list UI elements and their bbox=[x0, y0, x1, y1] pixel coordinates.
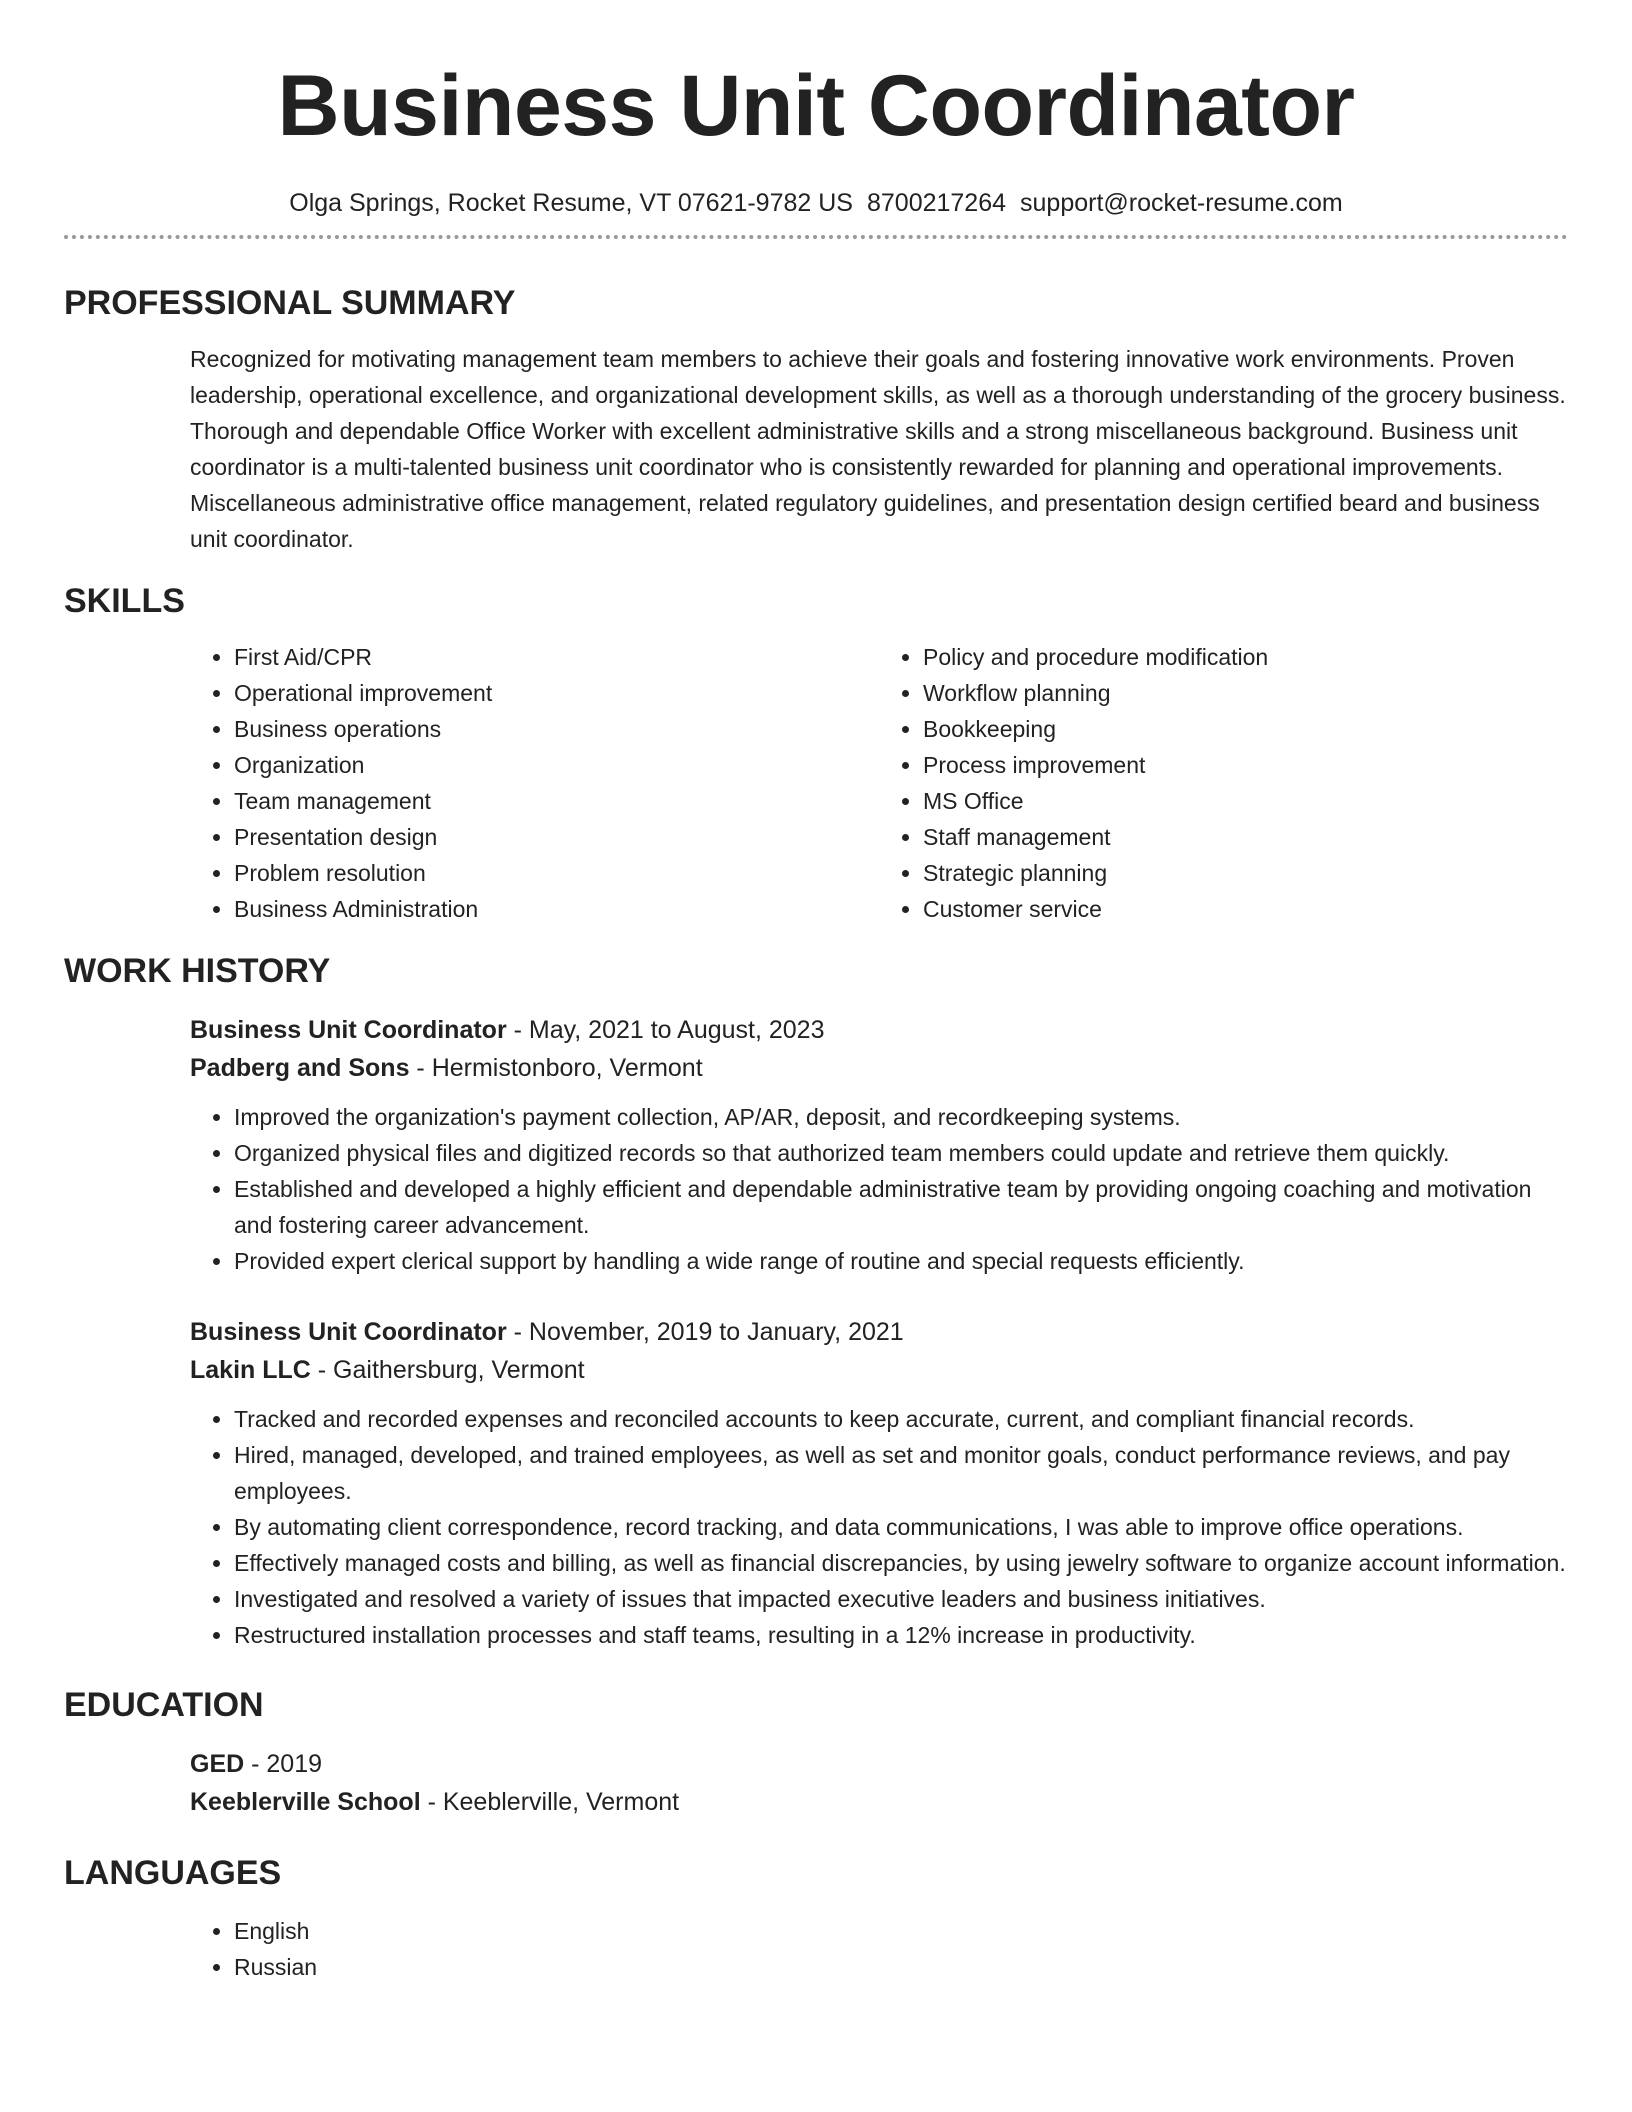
resume-name: Business Unit Coordinator bbox=[277, 58, 1355, 154]
job-dates: - May, 2021 to August, 2023 bbox=[506, 1016, 825, 1044]
contact-line bbox=[64, 186, 1568, 220]
job-bullet: • Hired, managed, developed, and trained employees, as well as set and monitor goals, conduct performance reviews, and pay employees. bbox=[234, 1437, 1568, 1509]
header-divider bbox=[64, 235, 1568, 239]
skill-item: • Workflow planning bbox=[923, 675, 1568, 711]
job-bullet: • Established and developed a highly efficient and dependable administrative team by providing ongoing coaching and motivation and fostering career advancement. bbox=[234, 1171, 1568, 1243]
skill-item: • Strategic planning bbox=[923, 855, 1568, 891]
education-degree-line bbox=[190, 1745, 1568, 1783]
skill-item: • Problem resolution bbox=[234, 855, 879, 891]
skill-item: • Bookkeeping bbox=[923, 711, 1568, 747]
education-school-line bbox=[190, 1783, 1568, 1821]
skill-item: • Operational improvement bbox=[234, 675, 879, 711]
job-location: - Gaithersburg, Vermont bbox=[310, 1356, 585, 1384]
skill-item: • Team management bbox=[234, 783, 879, 819]
skill-item: • Policy and procedure modification bbox=[923, 639, 1568, 675]
section-title-skills: SKILLS bbox=[64, 582, 185, 620]
job-location: - Hermistonboro, Vermont bbox=[409, 1054, 703, 1082]
job-company-line bbox=[190, 1049, 1568, 1087]
summary-text: Recognized for motivating management team members to achieve their goals and fostering innovative work environments. Proven leadership, operational excellence, and organizational development skills, as well as a thorough understanding of the grocery business. Thorough and dependable Office Worker with excellent administrative skills and a strong miscellaneous background. Business unit coordinator is a multi-talented business unit coordinator who is consistently rewarded for planning and operational improvements. Miscellaneous administrative office management, related regulatory guidelines, and presentation design certified beard and business unit coordinator. bbox=[190, 346, 1566, 552]
skill-item: • Process improvement bbox=[923, 747, 1568, 783]
contact-phone: 8700217264 bbox=[866, 189, 1007, 217]
skill-item: • Customer service bbox=[923, 891, 1568, 927]
job-bullet: • Restructured installation processes and staff teams, resulting in a 12% increase in productivity. bbox=[234, 1617, 1568, 1653]
skills-column-right bbox=[879, 639, 1568, 927]
job-bullet: • Provided expert clerical support by handling a wide range of routine and special requests efficiently. bbox=[234, 1243, 1568, 1279]
job-entry bbox=[190, 1313, 1568, 1389]
job-bullet: • Effectively managed costs and billing, as well as financial discrepancies, by using jewelry software to organize account information. bbox=[234, 1545, 1568, 1581]
skill-item: • Organization bbox=[234, 747, 879, 783]
section-title-work-history: WORK HISTORY bbox=[64, 952, 331, 990]
language-item: • English bbox=[234, 1913, 1568, 1949]
job-company: Padberg and Sons bbox=[190, 1054, 410, 1082]
education-degree: GED bbox=[190, 1750, 245, 1778]
skill-item: • MS Office bbox=[923, 783, 1568, 819]
job-bullets bbox=[190, 1099, 1568, 1279]
education-school: Keeblerville School bbox=[190, 1788, 421, 1816]
job-entry bbox=[190, 1011, 1568, 1087]
job-bullet: • By automating client correspondence, record tracking, and data communications, I was able to improve office operations. bbox=[234, 1509, 1568, 1545]
contact-email: support@rocket-resume.com bbox=[1020, 189, 1343, 217]
skill-item: • Staff management bbox=[923, 819, 1568, 855]
job-bullet: • Organized physical files and digitized records so that authorized team members could update and retrieve them quickly. bbox=[234, 1135, 1568, 1171]
job-title: Business Unit Coordinator bbox=[190, 1318, 507, 1346]
skill-item: • Business Administration bbox=[234, 891, 879, 927]
contact-address: Olga Springs, Rocket Resume, VT 07621-9782 US bbox=[289, 189, 853, 217]
education-entry bbox=[190, 1745, 1568, 1821]
skills-list bbox=[190, 639, 1568, 927]
languages-list bbox=[190, 1913, 1568, 1985]
skill-item: • Presentation design bbox=[234, 819, 879, 855]
skill-item: • Business operations bbox=[234, 711, 879, 747]
job-bullet: • Investigated and resolved a variety of issues that impacted executive leaders and business initiatives. bbox=[234, 1581, 1568, 1617]
skill-item: • First Aid/CPR bbox=[234, 639, 879, 675]
section-title-summary: PROFESSIONAL SUMMARY bbox=[64, 284, 516, 322]
job-title: Business Unit Coordinator bbox=[190, 1016, 507, 1044]
job-title-line bbox=[190, 1313, 1568, 1351]
job-bullets bbox=[190, 1401, 1568, 1653]
job-title-line bbox=[190, 1011, 1568, 1049]
job-company: Lakin LLC bbox=[190, 1356, 311, 1384]
job-bullet: • Tracked and recorded expenses and reconciled accounts to keep accurate, current, and compliant financial records. bbox=[234, 1401, 1568, 1437]
education-year: - 2019 bbox=[244, 1750, 323, 1778]
job-company-line bbox=[190, 1351, 1568, 1389]
education-location: - Keeblerville, Vermont bbox=[420, 1788, 680, 1816]
section-title-education: EDUCATION bbox=[64, 1686, 264, 1724]
job-dates: - November, 2019 to January, 2021 bbox=[506, 1318, 904, 1346]
job-bullet: • Improved the organization's payment collection, AP/AR, deposit, and recordkeeping systems. bbox=[234, 1099, 1568, 1135]
section-title-languages: LANGUAGES bbox=[64, 1854, 282, 1892]
skills-column-left bbox=[190, 639, 879, 927]
language-item: • Russian bbox=[234, 1949, 1568, 1985]
